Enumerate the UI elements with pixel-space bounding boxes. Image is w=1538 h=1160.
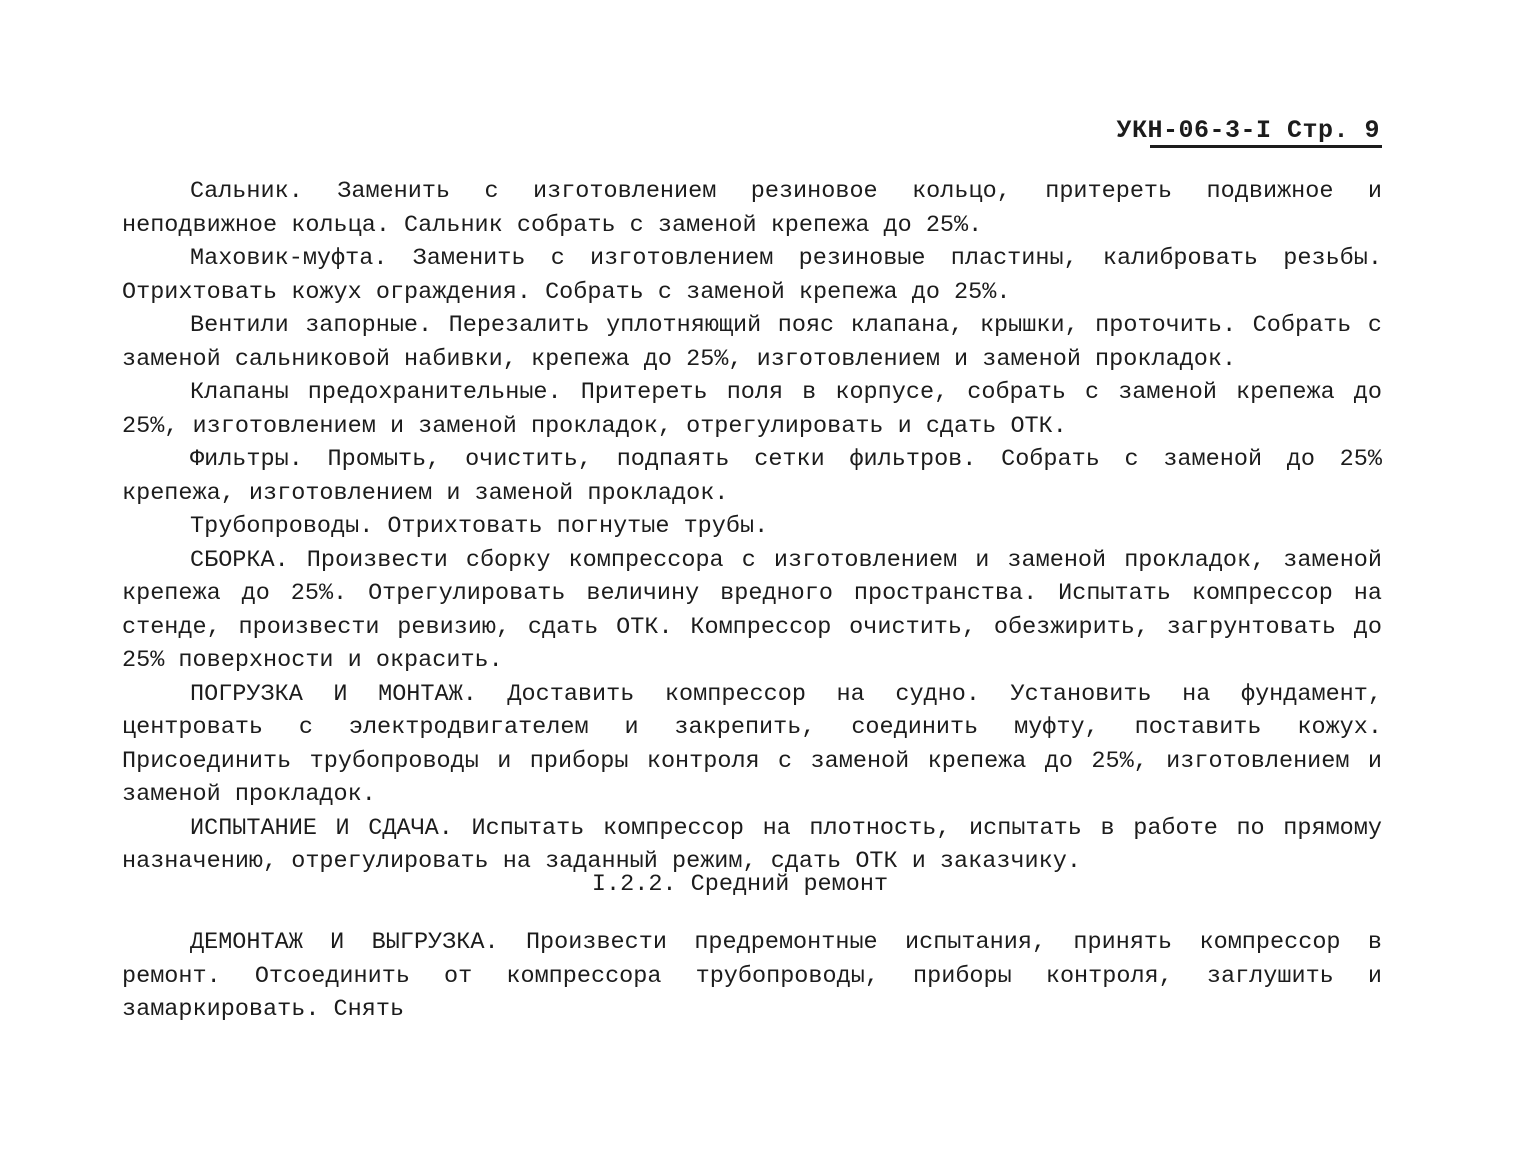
document-body (122, 175, 1382, 879)
document-body-continued (122, 926, 1382, 1027)
paragraph-makhovik: Маховик-муфта. Заменить с изготовлением резиновые пластины, калибровать резьбы. Отрихтовать кожух ограждения. Собрать с заменой крепежа до 25%. (122, 245, 1382, 306)
paragraph-klapany: Клапаны предохранительные. Притереть поля в корпусе, собрать с заменой крепежа до 25%, изготовлением и заменой прокладок, отрегулировать и сдать ОТК. (122, 379, 1382, 440)
header-underline (1150, 145, 1382, 148)
paragraph-ispytanie: ИСПЫТАНИЕ И СДАЧА. Испытать компрессор на плотность, испытать в работе по прямому назначению, отрегулировать на заданный режим, сдать ОТК и заказчику. (122, 814, 1382, 875)
paragraph-filtry: Фильтры. Промыть, очистить, подпаять сетки фильтров. Собрать с заменой до 25% крепежа, изготовлением и заменой прокладок. (122, 446, 1382, 507)
paragraph-ventili: Вентили запорные. Перезалить уплотняющий пояс клапана, крышки, проточить. Собрать с заменой сальниковой набивки, крепежа до 25%, изготовлением и заменой прокладок. (122, 312, 1382, 373)
paragraph-sborka: СБОРКА. Произвести сборку компрессора с изготовлением и заменой прокладок, заменой крепежа до 25%. Отрегулировать величину вредного пространства. Испытать компрессор на стенде, произвести ревизию, сдать ОТК. Компрессор очистить, обезжирить, загрунтовать до 25% поверхности и окрасить. (122, 546, 1382, 674)
paragraph-truboprovody: Трубопроводы. Отрихтовать погнутые трубы. (190, 513, 769, 540)
page-header-code: УКН-06-3-I Стр. 9 (1116, 116, 1380, 145)
paragraph-demontazh: ДЕМОНТАЖ И ВЫГРУЗКА. Произвести предремонтные испытания, принять компрессор в ремонт. Отсоединить от компрессора трубопроводы, приборы контроля, заглушить и замаркировать. Снять (122, 929, 1382, 1023)
section-title: I.2.2. Средний ремонт (591, 871, 889, 898)
paragraph-salnik: Сальник. Заменить с изготовлением резиновое кольцо, притереть подвижное и неподвижное кольца. Сальник собрать с заменой крепежа до 25%. (122, 178, 1382, 239)
paragraph-pogruzka: ПОГРУЗКА И МОНТАЖ. Доставить компрессор на судно. Установить на фундамент, центровать с электродвигателем и закрепить, соединить муфту, поставить кожух. Присоединить трубопроводы и приборы контроля с заменой крепежа до 25%, изготовлением и заменой прокладок. (122, 680, 1382, 808)
